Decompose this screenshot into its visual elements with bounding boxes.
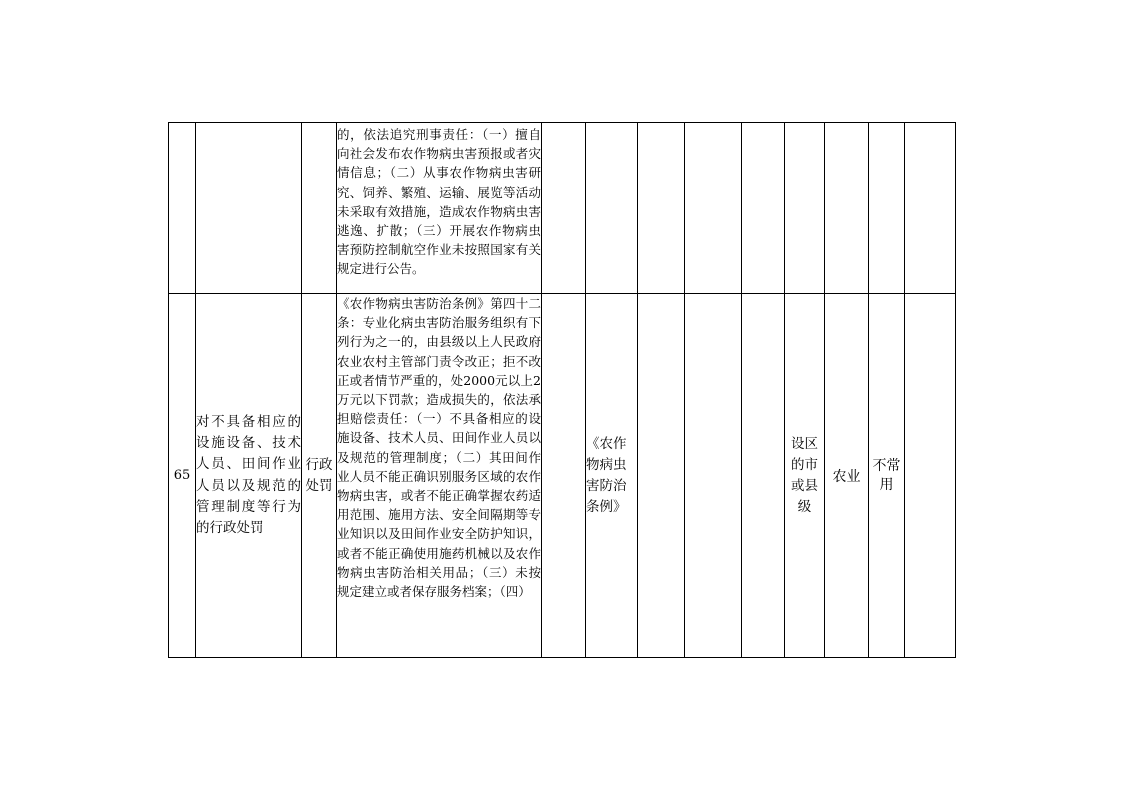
law-name-cell: 《农作物病虫害防治条例》 (586, 294, 638, 658)
table-row (169, 294, 956, 658)
empty-cell (542, 294, 586, 658)
empty-cell (742, 294, 785, 658)
law-name-cell (586, 123, 638, 294)
empty-cell (905, 294, 956, 658)
level-cell (785, 123, 825, 294)
item-type-cell: 行政处罚 (302, 294, 337, 658)
item-name-cell (196, 123, 302, 294)
sequence-cell: 65 (169, 294, 196, 658)
legal-basis-cell: 《农作物病虫害防治条例》第四十二条：专业化病虫害防治服务组织有下列行为之一的，由县级以上人民政府农业农村主管部门责令改正；拒不改正或者情节严重的，处2000元以上2万元以下罚款；造成损失的，依法承担赔偿责任：（一）不具备相应的设施设备、技术人员、田间作业人员以及规范的管理制度；（二）其田间作业人员不能正确识别服务区域的农作物病虫害，或者不能正确掌握农药适用范围、施用方法、安全间隔期等专业知识以及田间作业安全防护知识，或者不能正确使用施药机械以及农作物病虫害防治相关用品；（三）未按规定建立或者保存服务档案；（四） (337, 294, 542, 658)
empty-cell (742, 123, 785, 294)
empty-cell (542, 123, 586, 294)
empty-cell (905, 123, 956, 294)
law-table (168, 122, 956, 658)
empty-cell (638, 294, 685, 658)
department-cell: 农业 (825, 294, 869, 658)
table-row (169, 123, 956, 294)
legal-basis-cell: 的，依法追究刑事责任：（一）擅自向社会发布农作物病虫害预报或者灾情信息；（二）从事农作物病虫害研究、饲养、繁殖、运输、展览等活动未采取有效措施，造成农作物病虫害逃逸、扩散；（三）开展农作物病虫害预防控制航空作业未按照国家有关规定进行公告。 (337, 123, 542, 294)
department-cell (825, 123, 869, 294)
frequency-cell: 不常用 (869, 294, 905, 658)
empty-cell (685, 123, 742, 294)
sequence-cell (169, 123, 196, 294)
level-cell: 设区的市或县级 (785, 294, 825, 658)
item-name-cell: 对不具备相应的设施设备、技术人员、田间作业人员以及规范的管理制度等行为的行政处罚 (196, 294, 302, 658)
empty-cell (685, 294, 742, 658)
item-type-cell (302, 123, 337, 294)
empty-cell (638, 123, 685, 294)
frequency-cell (869, 123, 905, 294)
